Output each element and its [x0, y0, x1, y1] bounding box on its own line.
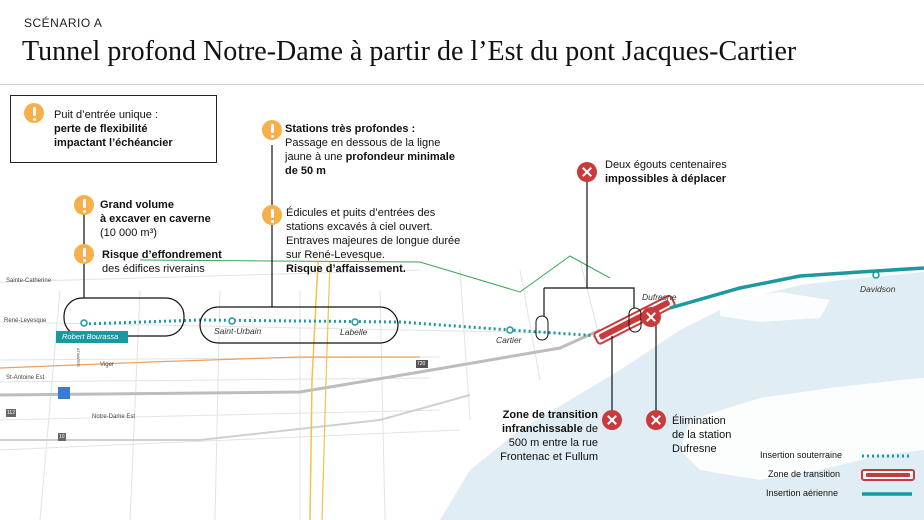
street-label-notre-dame: Notre-Dame Est: [92, 414, 136, 420]
station-dot-saint-urbain: [229, 318, 235, 324]
note-puit: [54, 108, 173, 150]
note-text: Deux égouts centenaires: [605, 159, 727, 171]
note-zone: [480, 408, 598, 464]
scenario-label: SCÉNARIO A: [24, 16, 103, 30]
note-text-bold: Risque d’effondrement: [102, 249, 222, 261]
note-text: (10 000 m³): [100, 227, 157, 239]
street-label-viger: Viger: [100, 362, 114, 368]
note-text: stations excavés à ciel ouvert.: [286, 221, 433, 233]
legend-label-souterraine: Insertion souterraine: [760, 450, 843, 460]
legend-label-transition: Zone de transition: [768, 469, 841, 479]
station-dot-robert-bourassa: [81, 320, 87, 326]
station-label-saint-urbain[interactable]: Saint-Urbain: [214, 326, 262, 336]
note-text: de: [582, 423, 598, 435]
note-text-bold: impactant l’échéancier: [54, 137, 173, 149]
note-text-bold: Risque d’affaissement.: [286, 263, 406, 275]
note-stations: [285, 122, 455, 178]
note-text: Frontenac et Fullum: [500, 451, 598, 463]
note-elimination: [672, 414, 731, 456]
note-text: jaune à une: [285, 151, 346, 163]
note-text: Élimination: [672, 415, 726, 427]
station-label-robert-bourassa[interactable]: Robert Bourassa: [56, 331, 128, 343]
note-text: des édifices riverains: [102, 263, 205, 275]
route-label-112: 112: [7, 410, 15, 416]
note-text: Entraves majeures de longue durée: [286, 235, 461, 247]
note-text-bold: perte de flexibilité: [54, 123, 148, 135]
blocked-icon: [577, 162, 597, 182]
note-volume: [100, 198, 211, 240]
street-label-sainte-catherine: Sainte-Catherine: [6, 278, 52, 284]
route-label-10: 10: [59, 434, 65, 440]
station-dot-cartier: [507, 327, 513, 333]
note-egouts: [605, 158, 727, 186]
legend-label-aerienne: Insertion aérienne: [766, 488, 839, 498]
station-label-cartier[interactable]: Cartier: [496, 335, 522, 345]
note-text-bold: profondeur minimale: [345, 151, 455, 163]
station-label-labelle[interactable]: Labelle: [340, 327, 368, 337]
blocked-icon: [646, 410, 666, 430]
note-risque: [102, 248, 222, 276]
legend-transition-symbol: [862, 470, 914, 480]
note-text-bold: Grand volume: [100, 199, 174, 211]
station-label-davidson[interactable]: Davidson: [860, 284, 896, 294]
note-text: sur René-Levesque.: [286, 249, 386, 261]
page-title: Tunnel profond Notre-Dame à partir de l’Est du pont Jacques-Cartier: [22, 36, 797, 67]
note-text-bold: impossibles à déplacer: [605, 173, 727, 185]
route-label-720: 720: [417, 361, 426, 367]
note-text-bold: Stations très profondes :: [285, 123, 416, 135]
blocked-icon: [602, 410, 622, 430]
note-text-bold: infranchissable: [502, 423, 583, 435]
note-text-bold: de 50 m: [285, 165, 326, 177]
street-label-rene-levesque: René-Levesque: [4, 318, 47, 324]
warning-icon: [262, 120, 282, 140]
warning-icon: [24, 103, 44, 123]
station-dot-labelle: [352, 319, 358, 325]
note-text: Passage en dessous de la ligne: [285, 137, 441, 149]
header: [0, 0, 924, 85]
note-text: 500 m entre la rue: [508, 437, 598, 449]
warning-icon: [74, 244, 94, 264]
warning-icon: [74, 195, 94, 215]
street-label-vertical: ATWATER: [76, 348, 81, 367]
note-text: Dufresne: [672, 443, 717, 455]
station-dot-davidson: [873, 272, 879, 278]
note-text: Puit d’entrée unique :: [54, 109, 158, 121]
note-text-bold: Zone de transition: [502, 409, 598, 421]
note-edicules: [286, 206, 460, 276]
hospital-icon: [58, 387, 70, 399]
note-text-bold: à excaver en caverne: [100, 213, 211, 225]
station-label-dufresne[interactable]: Dufresne: [642, 292, 677, 302]
blocked-icon: [641, 307, 661, 327]
warning-icon: [262, 205, 282, 225]
note-text: Édicules et puits d’entrées des: [286, 207, 436, 219]
street-label-saint-antoine: St-Antoine Est: [6, 375, 45, 381]
note-text: de la station: [672, 429, 732, 441]
